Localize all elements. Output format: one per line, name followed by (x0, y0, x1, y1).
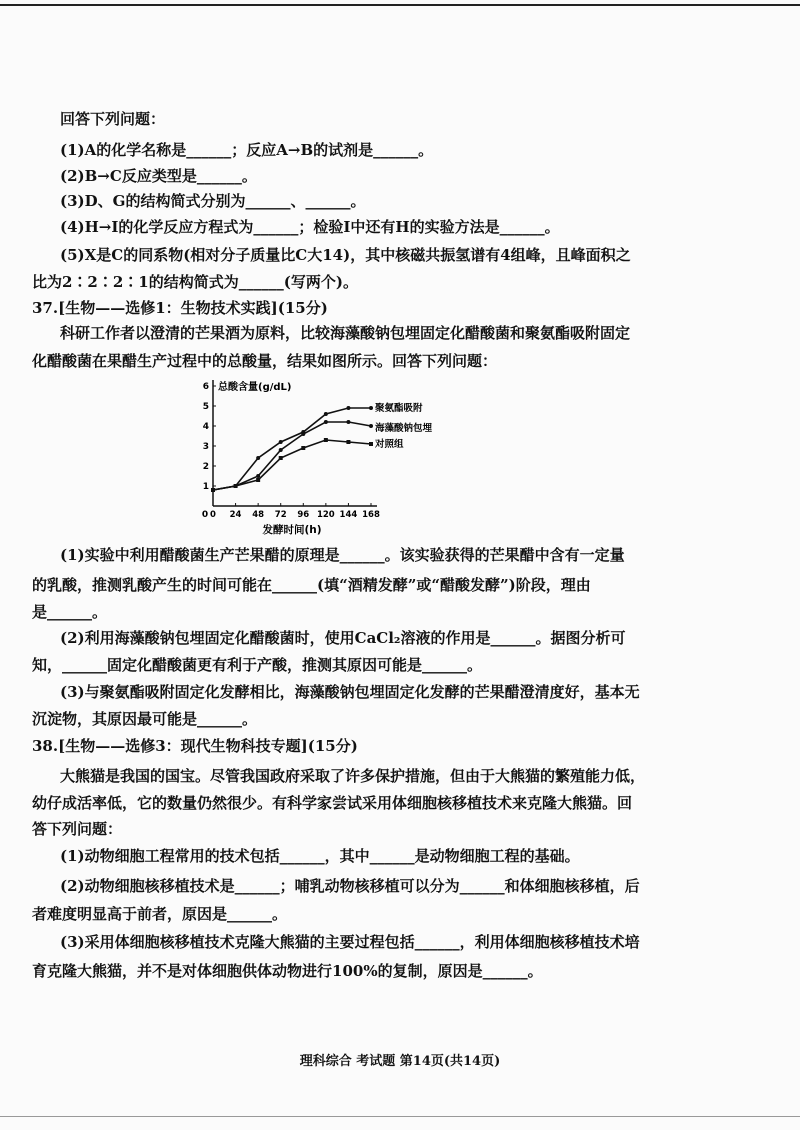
x-tick-label: 48 (252, 510, 265, 520)
line-q4: (4)H→I的化学反应方程式为______；检验I中还有H的实验方法是______。 (60, 218, 560, 236)
data-point-2 (234, 484, 238, 488)
data-point-0 (256, 456, 260, 460)
y-tick-label: 4 (202, 422, 209, 432)
page-bottom-border (0, 1116, 800, 1117)
data-point-2 (369, 442, 373, 446)
data-point-1 (301, 432, 305, 436)
line-37-q1c: 是______。 (32, 603, 108, 621)
data-point-2 (256, 478, 260, 482)
section-38-heading: 38.[生物——选修3：现代生物科技专题](15分) (32, 737, 358, 755)
y-axis-title: 总酸含量(g/dL) (218, 382, 292, 393)
y-tick-label: 5 (202, 402, 209, 412)
x-tick-label: 72 (274, 510, 287, 520)
line-38-intro-b: 幼仔成活率低，它的数量仍然很少。有科学家尝试采用体细胞核移植技术来克隆大熊猫。回 (32, 794, 633, 812)
x-tick-label: 24 (229, 510, 242, 520)
line-q5a: (5)X是C的同系物(相对分子质量比C大14)，其中核磁共振氢谱有4组峰，且峰面积之 (60, 246, 631, 264)
line-38-q3b: 育克隆大熊猫，并不是对体细胞供体动物进行100%的复制，原因是______。 (32, 962, 543, 980)
y-tick-label: 6 (202, 382, 209, 392)
x-tick-label: 120 (316, 510, 335, 520)
origin-label: 0 (201, 510, 209, 520)
y-tick-label: 2 (202, 462, 209, 472)
data-point-2 (211, 488, 215, 492)
line-37-q2b: 知，______固定化醋酸菌更有利于产酸，推测其原因可能是______。 (32, 656, 483, 674)
data-point-2 (324, 438, 328, 442)
data-point-1 (279, 448, 283, 452)
series-line-0 (213, 408, 371, 490)
line-q2: (2)B→C反应类型是______。 (60, 167, 257, 185)
acid-content-chart (195, 378, 495, 538)
legend-label-1: 海藻酸钠包埋 (375, 423, 433, 434)
line-q1: (1)A的化学名称是______；反应A→B的试剂是______。 (60, 141, 434, 159)
page-footer: 理科综合 考试题 第14页(共14页) (299, 1054, 501, 1069)
line-38-q2a: (2)动物细胞核移植技术是______；哺乳动物核移植可以分为______和体细胞核移植，后 (60, 877, 640, 895)
x-tick-label: 144 (339, 510, 358, 520)
line-q3: (3)D、G的结构简式分别为______、______。 (60, 192, 366, 210)
data-point-1 (369, 424, 373, 428)
line-37-intro-a: 科研工作者以澄清的芒果酒为原料，比较海藻酸钠包埋固定化醋酸菌和聚氨酯吸附固定 (60, 324, 631, 342)
line-37-q1b: 的乳酸，推测乳酸产生的时间可能在______(填“酒精发酵”或“醋酸发酵”)阶段，理由 (32, 576, 591, 594)
x-axis-title: 发酵时间(h) (262, 524, 322, 536)
legend-label-2: 对照组 (375, 439, 404, 450)
series-line-1 (213, 422, 371, 490)
data-point-0 (324, 412, 328, 416)
line-37-q3b: 沉淀物，其原因最可能是______。 (32, 710, 258, 728)
line-38-q1: (1)动物细胞工程常用的技术包括______，其中______是动物细胞工程的基础。 (60, 847, 580, 865)
data-point-1 (324, 420, 328, 424)
data-point-1 (346, 420, 350, 424)
data-point-0 (346, 406, 350, 410)
line-38-q2b: 者难度明显高于前者，原因是______。 (32, 905, 288, 923)
section-37-heading: 37.[生物——选修1：生物技术实践](15分) (32, 299, 328, 317)
line-37-q1a: (1)实验中利用醋酸菌生产芒果醋的原理是______。该实验获得的芒果醋中含有一定量 (60, 546, 625, 564)
data-point-1 (256, 474, 260, 478)
page-top-border (0, 4, 800, 6)
data-point-2 (346, 440, 350, 444)
series-line-2 (213, 440, 371, 490)
line-37-q2a: (2)利用海藻酸钠包埋固定化醋酸菌时，使用CaCl₂溶液的作用是______。据图分析可 (60, 629, 626, 647)
x-tick-label: 96 (297, 510, 310, 520)
x-tick-label: 0 (210, 510, 216, 520)
line-q5b: 比为2∶2∶2∶1的结构简式为______(写两个)。 (32, 273, 358, 291)
x-tick-label: 168 (362, 510, 380, 520)
line-37-q3a: (3)与聚氨酯吸附固定化发酵相比，海藻酸钠包埋固定化发酵的芒果醋澄清度好，基本无 (60, 683, 640, 701)
line-37-intro-b: 化醋酸菌在果醋生产过程中的总酸量，结果如图所示。回答下列问题： (32, 352, 498, 370)
data-point-2 (279, 456, 283, 460)
data-point-0 (279, 440, 283, 444)
data-point-0 (369, 406, 373, 410)
legend-label-0: 聚氨酯吸附 (375, 403, 423, 414)
line-38-intro-a: 大熊猫是我国的国宝。尽管我国政府采取了许多保护措施，但由于大熊猫的繁殖能力低， (60, 767, 646, 785)
line-38-q3a: (3)采用体细胞核移植技术克隆大熊猫的主要过程包括______，利用体细胞核移植技术培 (60, 933, 640, 951)
y-tick-label: 1 (202, 482, 209, 492)
y-tick-label: 3 (202, 442, 209, 452)
line-answer-intro: 回答下列问题： (60, 110, 166, 128)
data-point-2 (301, 446, 305, 450)
line-38-intro-c: 答下列问题： (32, 820, 123, 838)
